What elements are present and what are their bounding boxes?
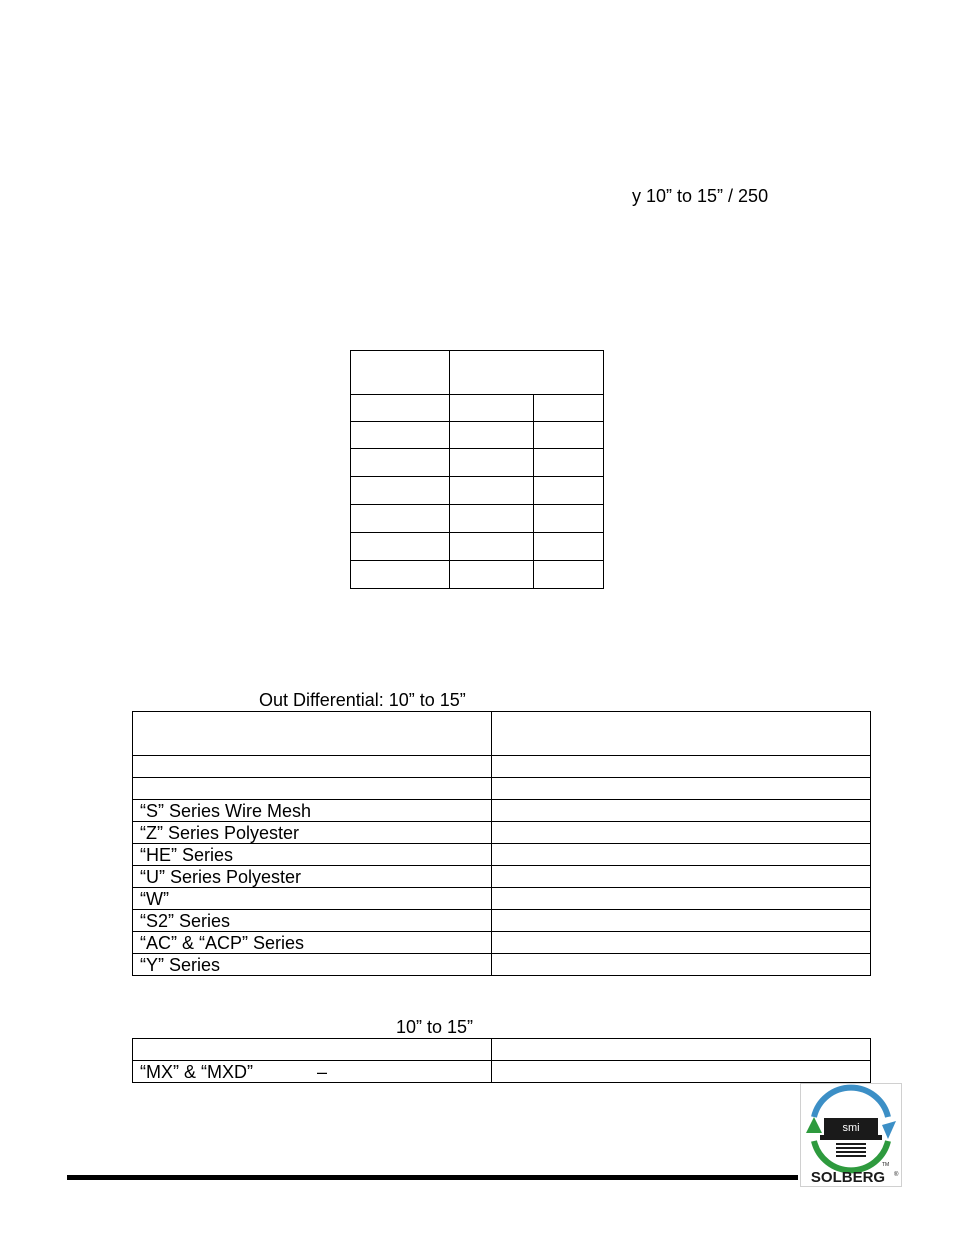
solberg-logo-graphic xyxy=(800,1083,902,1187)
table-cell xyxy=(133,778,492,800)
table-cell: “S2” Series xyxy=(133,910,492,932)
table-cell xyxy=(534,449,604,477)
mx-label: “MX” & “MXD” xyxy=(140,1061,253,1082)
table-cell xyxy=(351,477,450,505)
table-cell xyxy=(534,533,604,561)
table-cell xyxy=(450,395,534,422)
dash: – xyxy=(316,1061,327,1082)
table-cell: “W” xyxy=(133,888,492,910)
table-cell xyxy=(133,756,492,778)
section1-header-cell xyxy=(492,712,871,756)
filter-base-icon xyxy=(820,1135,882,1140)
table-cell: “Y” Series xyxy=(133,954,492,976)
table-cell xyxy=(450,477,534,505)
table-cell xyxy=(492,910,871,932)
table-cell xyxy=(492,800,871,822)
logo-inner-text: smi xyxy=(842,1122,860,1134)
table-cell xyxy=(534,422,604,449)
logo-tm: TM xyxy=(882,1162,890,1168)
section2-table xyxy=(132,1038,871,1083)
logo-reg: ® xyxy=(894,1172,899,1178)
table-cell xyxy=(534,561,604,589)
header-fragment: y 10” to 15” / 250 xyxy=(632,186,769,206)
table-cell xyxy=(450,533,534,561)
table-cell xyxy=(450,505,534,533)
table-cell xyxy=(492,1061,871,1083)
table-cell xyxy=(492,932,871,954)
table-cell xyxy=(492,1039,871,1061)
table-cell xyxy=(351,505,450,533)
logo-brand: SOLBERG xyxy=(810,1169,886,1186)
small-table-header-cell xyxy=(450,351,604,395)
table-cell: “S” Series Wire Mesh xyxy=(133,800,492,822)
table-cell xyxy=(450,422,534,449)
table-cell: “AC” & “ACP” Series xyxy=(133,932,492,954)
footer-rule xyxy=(67,1175,798,1180)
table-cell xyxy=(492,756,871,778)
table-cell xyxy=(351,395,450,422)
table-cell xyxy=(133,1039,492,1061)
section1-header-cell xyxy=(133,712,492,756)
table-cell xyxy=(351,533,450,561)
table-cell xyxy=(492,954,871,976)
table-cell xyxy=(133,1061,492,1083)
table-cell xyxy=(450,449,534,477)
table-cell xyxy=(492,844,871,866)
table-cell: “HE” Series xyxy=(133,844,492,866)
solberg-logo xyxy=(800,1083,902,1187)
table-cell xyxy=(351,422,450,449)
table-cell xyxy=(351,561,450,589)
section1-caption: Out Differential: 10” to 15” xyxy=(259,690,466,710)
table-cell xyxy=(534,477,604,505)
small-table xyxy=(350,350,604,589)
table-cell xyxy=(492,778,871,800)
table-cell xyxy=(492,866,871,888)
table-cell xyxy=(351,449,450,477)
table-cell xyxy=(492,822,871,844)
table-cell xyxy=(534,505,604,533)
small-table-header-cell xyxy=(351,351,450,395)
section1-table xyxy=(132,711,871,976)
section2-caption: 10” to 15” xyxy=(396,1017,474,1037)
table-cell xyxy=(492,888,871,910)
table-cell: “U” Series Polyester xyxy=(133,866,492,888)
table-cell: “Z” Series Polyester xyxy=(133,822,492,844)
table-cell xyxy=(534,395,604,422)
table-cell xyxy=(450,561,534,589)
